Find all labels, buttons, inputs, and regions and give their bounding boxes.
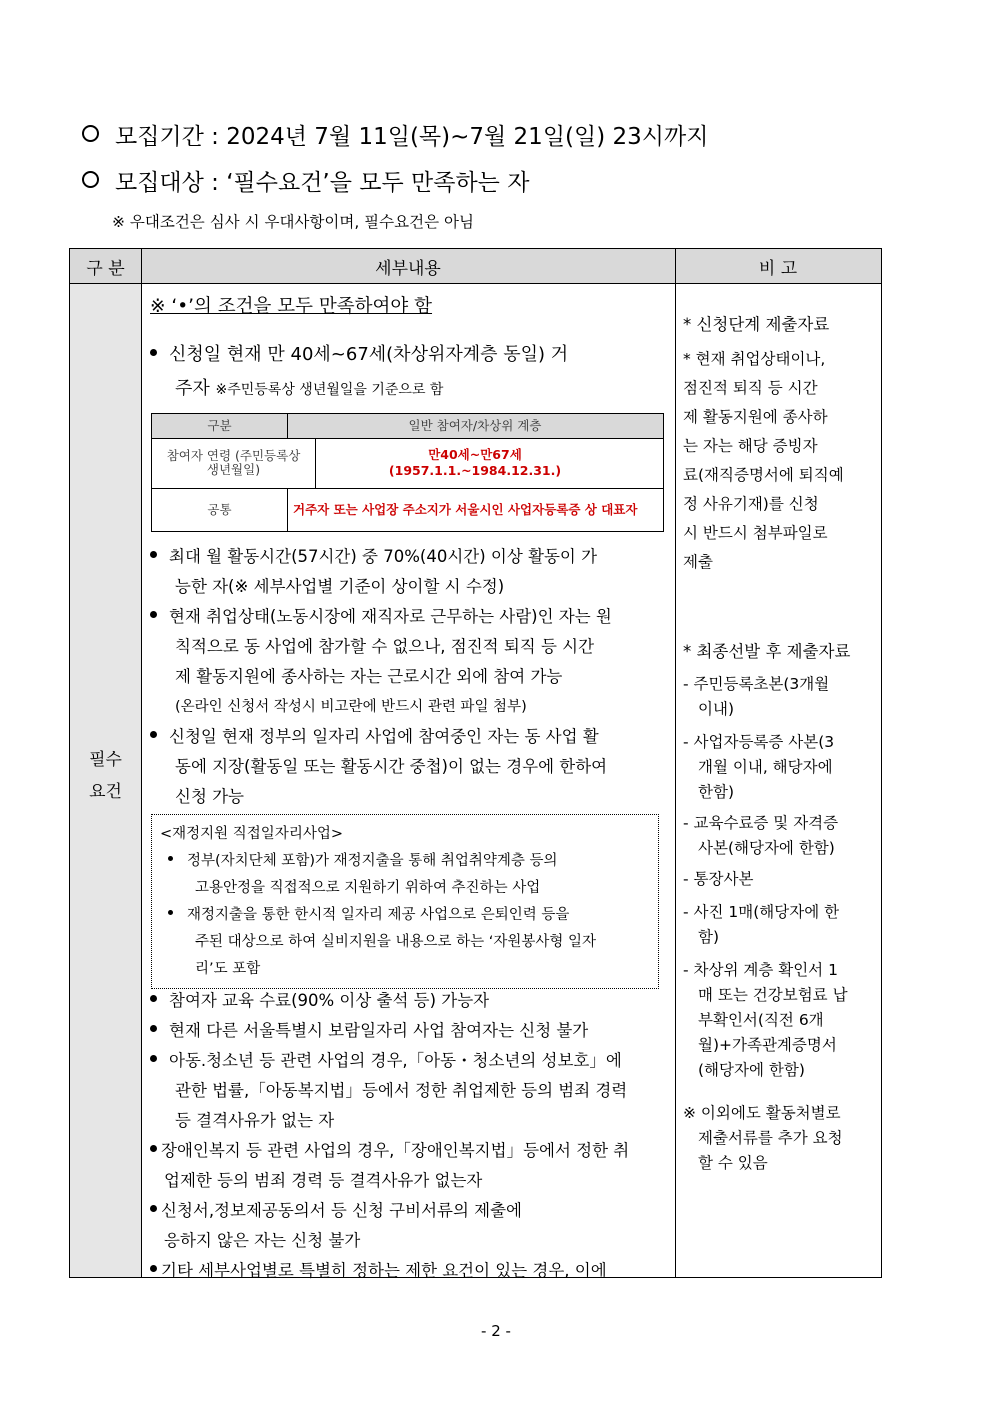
bullet-icon (168, 910, 173, 915)
age-requirement: 신청일 현재 만 40세~67세(차상위자계층 동일) 거 주자 ※주민등록상 생년월일을 기준으로 함 (150, 338, 670, 407)
bullet-icon (168, 856, 173, 861)
header-remarks: 비 고 (675, 249, 881, 284)
column-divider (141, 249, 142, 1277)
bullet-icon (150, 1145, 157, 1152)
recruit-period: 모집기간 : 2024년 7월 11일(목)~7월 21일(일) 23시까지 (82, 118, 708, 151)
inner-table-row-age: 참여자 연령 (주민등록상 생년월일) 만40세~만67세 (1957.1.1.~1984.12.31.) (152, 438, 663, 489)
requirement-list-1: 최대 월 활동시간(57시간) 중 70%(40시간) 이상 활동이 가 능한 자(※ 세부사업별 기준이 상이할 시 수정) 현재 취업상태(노동시장에 재직자로 근무하는 사람)인 자는 원 칙적으로 동 사업에 참가할 수 없으나, 점진적 퇴직 등 시간 제 활동지원에 종사하는 자는 근로시간 외에 참여 가능 (온라인 신청서 작성시 비고란에 반드시 관련 파일 첨부) 신청일 현재 정부의 일자리 사업에 참여중인 자는 동 사업 활 동에 지장(활동일 또는 활동시간 중첩)이 없는 경우에 한하여 신청 가능 (150, 542, 670, 812)
requirement-list-2: 참여자 교육 수료(90% 이상 출석 등) 가능자 현재 다른 서울특별시 보람일자리 사업 참여자는 신청 불가 아동.청소년 등 관련 사업의 경우,「아동・청소년의 성보호」에 관한 법률,「아동복지법」등에서 정한 취업제한 등의 범죄 경력 등 결격사유가 없는 자 장애인복지 등 관련 사업의 경우,「장애인복지법」등에서 정한 취 업제한 등의 범죄 경력 등 결격사유가 없는자 신청서,정보제공동의서 등 신청 구비서류의 제출에 응하지 않은 자는 신청 불가 기타 세부사업별로 특별히 정하는 제한 요건이 있는 경우, 이에 (150, 986, 670, 1286)
final-selection-docs: * 최종선발 후 제출자료 - 주민등록초본(3개월 이내) - 사업자등록증 사본(3 개월 이내, 해당자에 한함) - 교육수료증 및 자격증 사본(해당자에 한함) - 통장사본 - 사진 1매(해당자에 한 함) - 차상위 계층 확인서 1 매 또는 건강보험료 납 부확인서(직전 6개 월)+가족관계증명서 (해당자에 한함) ※ 이외에도 활동처별로 제출서류를 추가 요청 할 수 있음 (683, 642, 851, 1172)
header-details: 세부내용 (141, 249, 675, 284)
age-criteria-table (151, 413, 664, 532)
bullet-icon (150, 731, 157, 738)
bullet-icon (150, 1055, 157, 1062)
page-number: - 2 - (481, 1322, 511, 1340)
recruit-target: 모집대상 : ‘필수요건’을 모두 만족하는 자 (82, 164, 529, 197)
circle-bullet-icon (82, 171, 99, 188)
category-label: 필수 요건 (89, 750, 122, 802)
bullet-icon (150, 995, 157, 1002)
circle-bullet-icon (82, 125, 99, 142)
inner-table-row-common: 공통 거주자 또는 사업장 주소지가 서울시인 사업자등록증 상 대표자 (152, 488, 663, 531)
header-category: 구 분 (70, 249, 141, 284)
column-divider (675, 249, 676, 1277)
direct-job-program-box: <재정지원 직접일자리사업> 정부(자치단체 포함)가 재정지출을 통해 취업취약계층 등의 고용안정을 직접적으로 지원하기 위하여 추진하는 사업 재정지출을 통한 한시적 일자리 제공 사업으로 은퇴인력 등을 주된 대상으로 하여 실비지원을 내용으로 하는 ‘자원봉사형 일자 리’도 포함 (151, 814, 659, 989)
application-stage-docs: * 신청단계 제출자료 * 현재 취업상태이나, 점진적 퇴직 등 시간 제 활동지원에 종사하 는 자는 해당 증빙자 료(재직증명서에 퇴직예 정 사유기재)를 신청 시 반드시 첨부파일로 제출 (683, 315, 844, 571)
bullet-icon (150, 551, 157, 558)
bullet-icon (150, 611, 157, 618)
preference-note: ※ 우대조건은 심사 시 우대사항이며, 필수요건은 아님 (112, 213, 474, 231)
bullet-icon (150, 349, 157, 356)
condition-title: ※ ‘•’의 조건을 모두 만족하여야 함 (150, 296, 433, 317)
bullet-icon (150, 1265, 157, 1272)
bullet-icon (150, 1025, 157, 1032)
bullet-icon (150, 1205, 157, 1212)
inner-table-header: 구분 일반 참여자/차상위 계층 (152, 414, 663, 439)
